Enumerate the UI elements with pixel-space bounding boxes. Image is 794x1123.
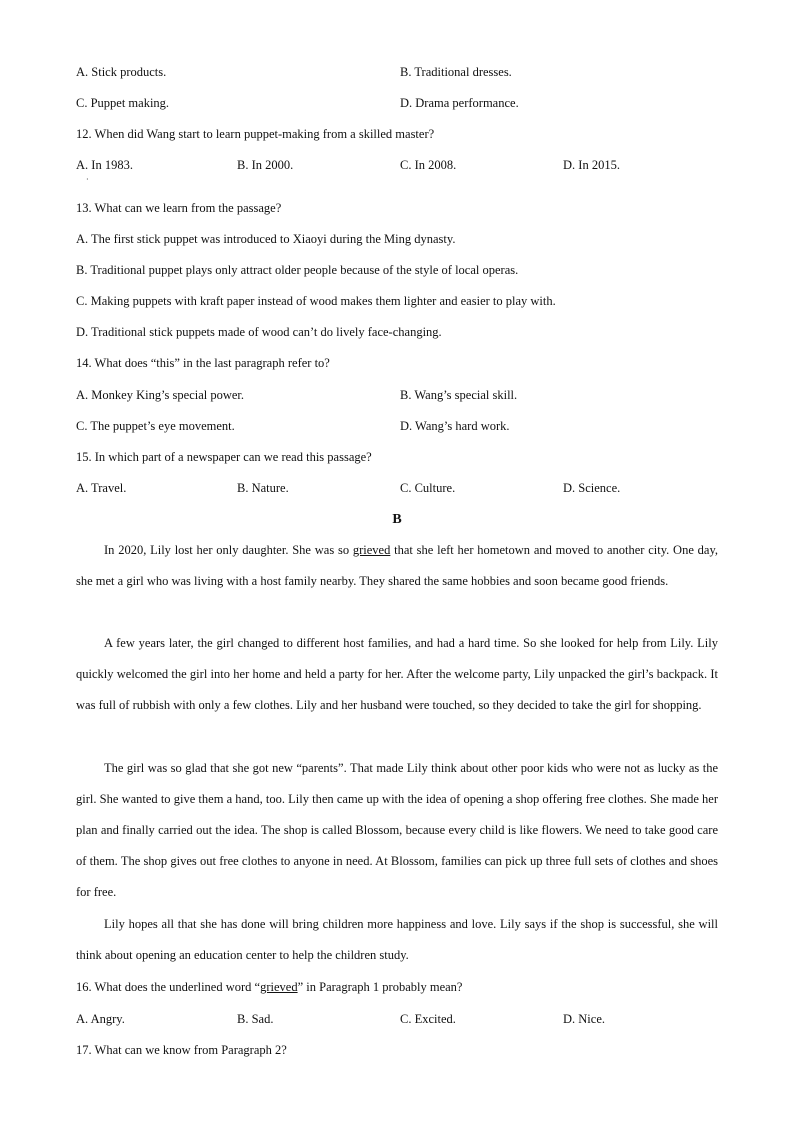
q13-option-b: B. Traditional puppet plays only attract older people because of the style of local operas. <box>76 263 519 277</box>
q12-option-c: C. In 2008. <box>400 158 457 172</box>
q16-option-a: A. Angry. <box>76 1012 125 1026</box>
q16-stem-end: ” in Paragraph 1 probably mean? <box>297 980 463 994</box>
q16-option-c: C. Excited. <box>400 1012 456 1026</box>
q13-option-a: A. The first stick puppet was introduced to Xiaoyi during the Ming dynasty. <box>76 232 456 246</box>
passage-paragraph-1 <box>76 535 718 597</box>
q15-option-d: D. Science. <box>563 481 621 495</box>
q15-option-c: C. Culture. <box>400 481 456 495</box>
q16-option-d: D. Nice. <box>563 1012 605 1026</box>
q12-option-b: B. In 2000. <box>237 158 294 172</box>
q16-underlined-word: grieved <box>260 980 298 994</box>
q11-option-a: A. Stick products. <box>76 65 167 79</box>
q16-stem-start: 16. What does the underlined word “ <box>76 980 261 994</box>
paragraph-1-text-start: In 2020, Lily lost her only daughter. She was so <box>104 543 353 557</box>
q11-option-d: D. Drama performance. <box>400 96 519 110</box>
q17-stem: 17. What can we know from Paragraph 2? <box>76 1043 287 1057</box>
section-b-title: B <box>392 512 402 527</box>
q14-stem: 14. What does “this” in the last paragraph refer to? <box>76 356 330 370</box>
q12-option-a: A. In 1983. <box>76 158 133 172</box>
q13-stem: 13. What can we learn from the passage? <box>76 201 282 215</box>
q12-option-d: D. In 2015. <box>563 158 620 172</box>
q14-option-c: C. The puppet’s eye movement. <box>76 419 235 433</box>
q13-option-d: D. Traditional stick puppets made of wood can’t do lively face-changing. <box>76 325 442 339</box>
q11-option-b: B. Traditional dresses. <box>400 65 512 79</box>
q14-option-d: D. Wang’s hard work. <box>400 419 510 433</box>
passage-paragraph-3: The girl was so glad that she got new “parents”. That made Lily think about other poor kids who were not as lucky as the girl. She wanted to give them a hand, too. Lily then came up with the idea of opening a shop offering free clothes. She made her plan and finally carried out the idea. The shop is called Blossom, because every child is like flowers. We need to take good care of them. The shop gives out free clothes to anyone in need. At Blossom, families can pick up three full sets of clothes and shoes for free. <box>76 761 718 899</box>
q15-option-a: A. Travel. <box>76 481 127 495</box>
stray-dot: · <box>86 175 89 184</box>
q13-option-c: C. Making puppets with kraft paper instead of wood makes them lighter and easier to play with. <box>76 294 556 308</box>
q12-stem: 12. When did Wang start to learn puppet-making from a skilled master? <box>76 127 435 141</box>
q15-option-b: B. Nature. <box>237 481 289 495</box>
q15-stem: 15. In which part of a newspaper can we read this passage? <box>76 450 372 464</box>
q11-option-c: C. Puppet making. <box>76 96 170 110</box>
q16-stem <box>76 979 462 995</box>
passage-paragraph-4: Lily hopes all that she has done will bring children more happiness and love. Lily says if the shop is successful, she will think about opening an education center to help the children study. <box>76 917 718 962</box>
q14-option-a: A. Monkey King’s special power. <box>76 388 245 402</box>
q14-option-b: B. Wang’s special skill. <box>400 388 518 402</box>
underlined-word-grieved: grieved <box>352 543 391 557</box>
paragraph-1-text-end: that she left her hometown and moved to another city. One day, she met a girl who was living with a host family nearby. They shared the same hobbies and soon became good friends. <box>76 543 719 588</box>
passage-paragraph-2: A few years later, the girl changed to different host families, and had a hard time. So she looked for help from Lily. Lily quickly welcomed the girl into her home and held a party for her. After the welcome party, Lily unpacked the girl’s backpack. It was full of rubbish with only a few clothes. Lily and her husband were touched, so they decided to take the girl for shopping. <box>76 636 718 712</box>
q16-option-b: B. Sad. <box>237 1012 274 1026</box>
